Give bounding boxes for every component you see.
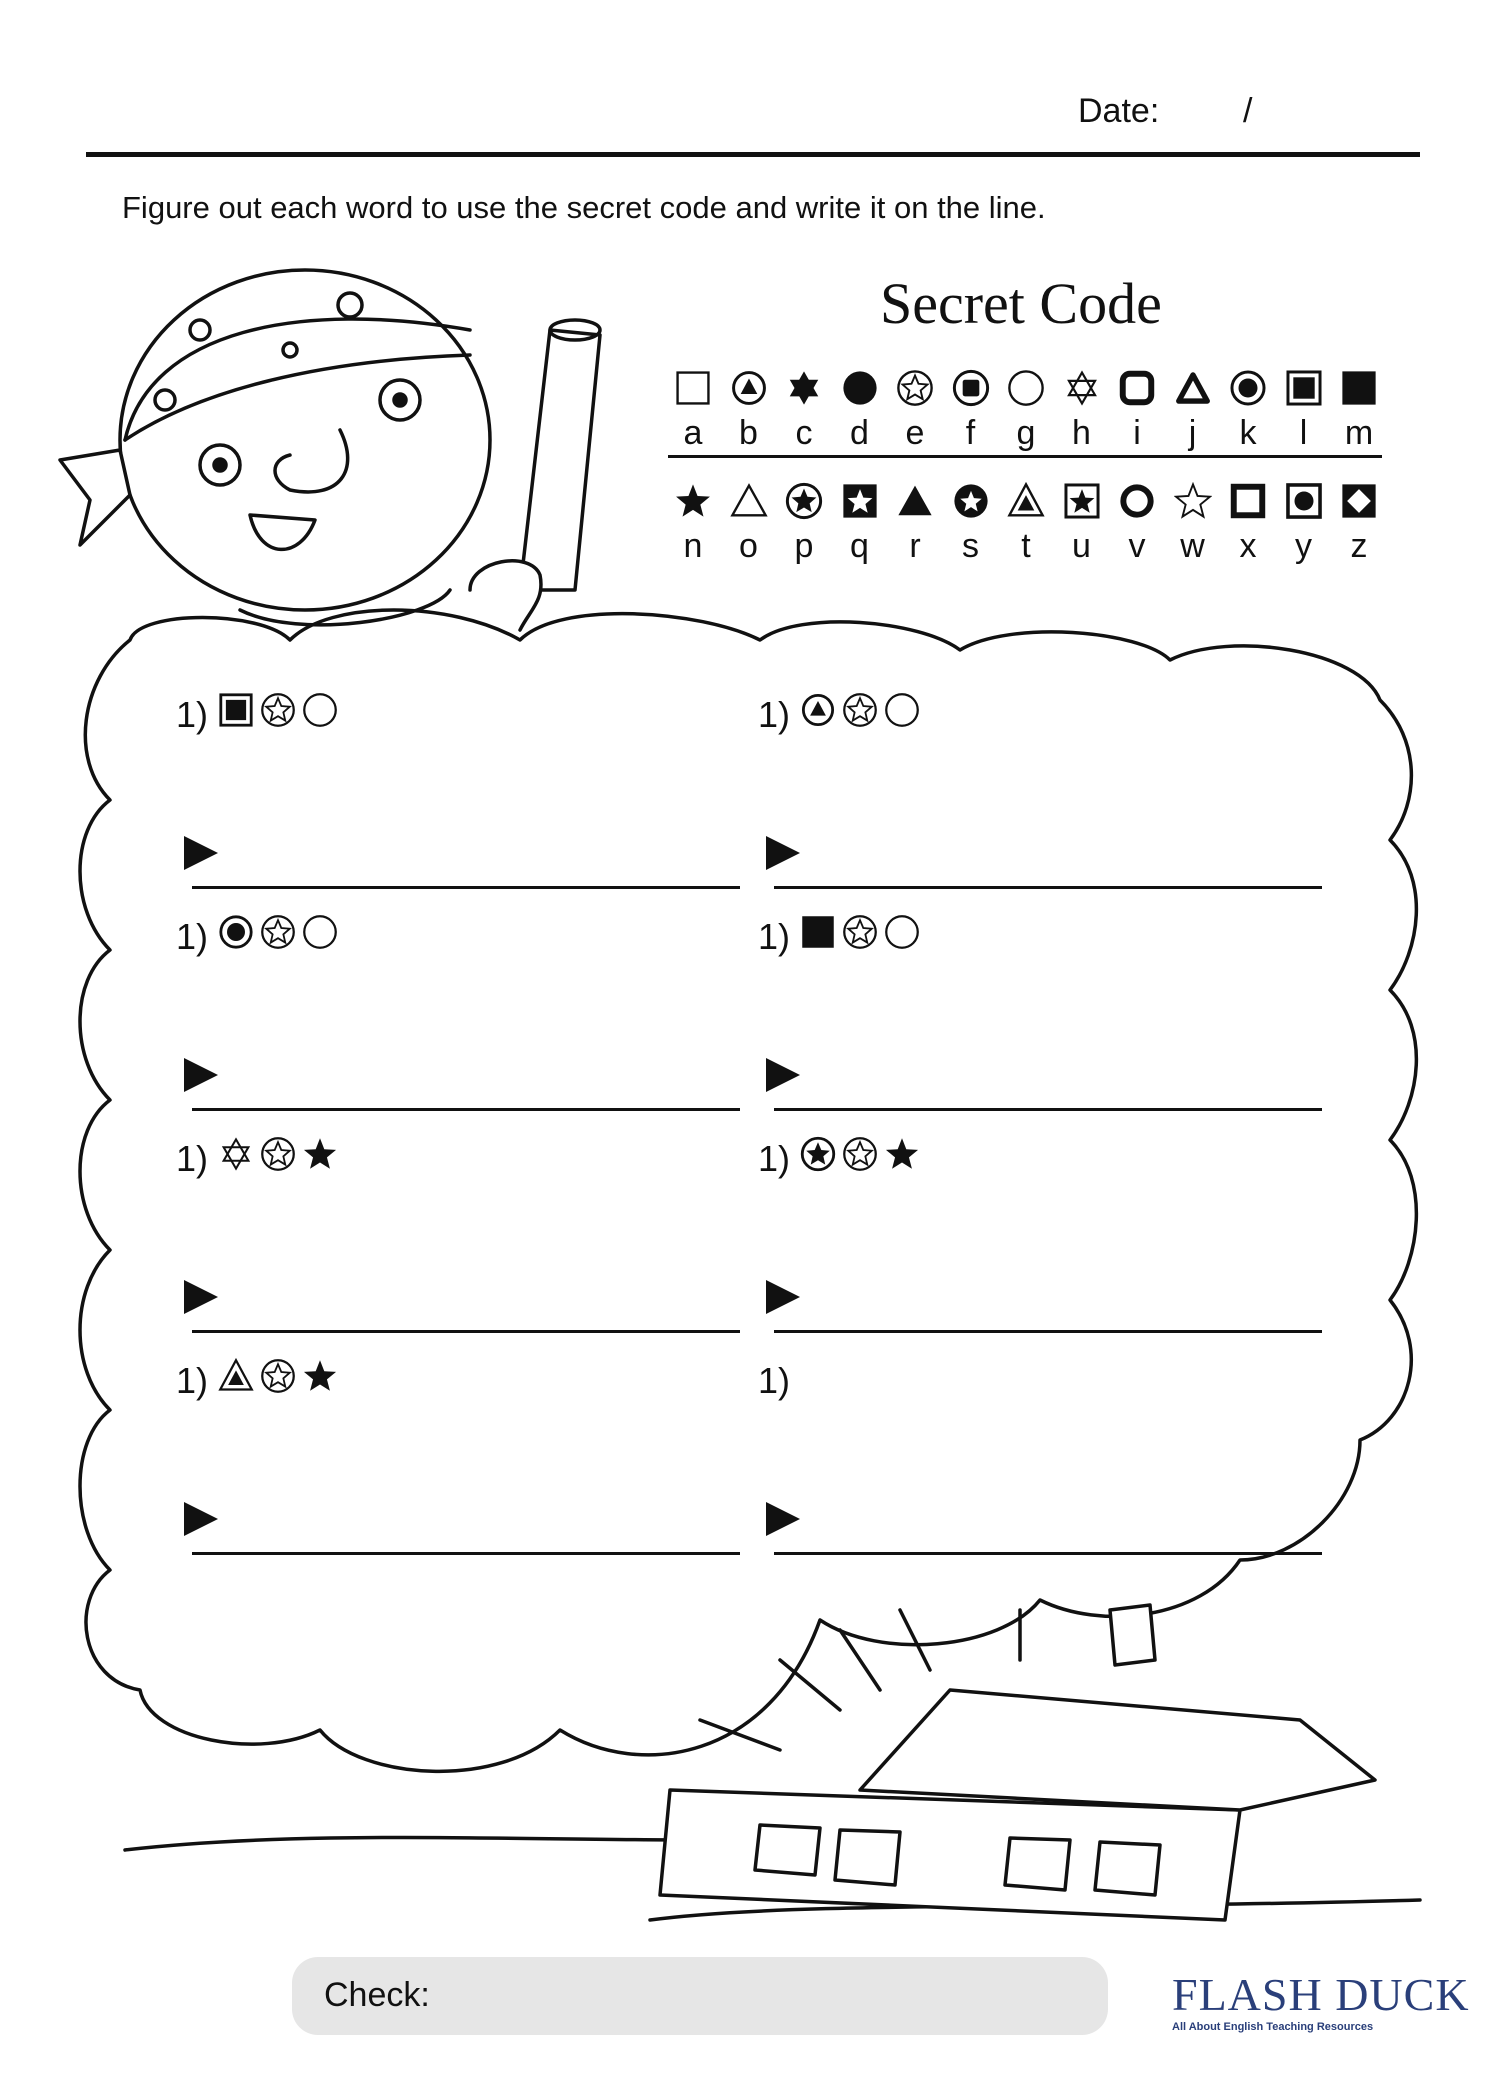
star-outline-icon — [1174, 482, 1212, 520]
star-of-david-filled-icon — [785, 369, 823, 407]
answer-line[interactable] — [774, 1552, 1322, 1555]
key-divider — [668, 455, 1382, 458]
key-letter: q — [850, 527, 869, 565]
problem-code — [218, 1136, 338, 1172]
key-letter: n — [683, 527, 703, 565]
treasure-chest-icon — [660, 1605, 1375, 1920]
problem-code — [800, 1136, 920, 1172]
circle-star-filled-icon — [785, 482, 823, 520]
square-boxed-star-icon — [1063, 482, 1101, 520]
flash-duck-logo — [1172, 1968, 1472, 2038]
arrow-icon — [184, 836, 218, 870]
key-cell-g — [997, 365, 1055, 453]
triangle-filled-icon — [896, 482, 934, 520]
square-in-square-icon — [218, 692, 254, 728]
square-diamond-icon — [1340, 482, 1378, 520]
key-cell-b — [720, 365, 778, 453]
ring-thick-icon — [1118, 482, 1156, 520]
problem-code — [800, 914, 920, 950]
circle-outline-icon — [884, 914, 920, 950]
cloud-frame — [80, 610, 1416, 1771]
key-cell-i — [1108, 365, 1166, 453]
key-letter: g — [1016, 414, 1036, 452]
problem-label: 1) — [176, 694, 209, 735]
key-letter: x — [1239, 527, 1257, 565]
key-cell-q — [831, 478, 889, 566]
circle-dot-icon — [218, 914, 254, 950]
circle-star-outline-icon — [842, 914, 878, 950]
key-letter: u — [1072, 527, 1091, 565]
answer-line[interactable] — [192, 1108, 740, 1111]
key-cell-o — [720, 478, 778, 566]
key-cell-x — [1219, 478, 1277, 566]
problem-code — [218, 914, 338, 950]
key-letter: d — [850, 414, 869, 452]
key-cell-r — [886, 478, 944, 566]
key-letter: r — [909, 527, 921, 565]
arrow-icon — [184, 1058, 218, 1092]
problem-label: 1) — [758, 1360, 791, 1401]
circle-triangle-icon — [800, 692, 836, 728]
problem-code — [218, 1358, 338, 1394]
logo-name: FLASH DUCK — [1172, 1969, 1470, 2020]
answer-line[interactable] — [774, 1330, 1322, 1333]
key-letter: l — [1299, 414, 1308, 452]
key-cell-d — [831, 365, 889, 453]
key-letter: a — [683, 414, 703, 452]
star-filled-icon — [302, 1136, 338, 1172]
triangle-in-triangle-icon — [218, 1358, 254, 1394]
circle-dot-icon — [1229, 369, 1267, 407]
check-label: Check: — [324, 1976, 430, 2014]
key-letter: m — [1344, 414, 1374, 452]
circle-outline-icon — [1007, 369, 1045, 407]
key-letter: t — [1021, 527, 1031, 565]
star-of-david-outline-icon — [1063, 369, 1101, 407]
problem-code — [800, 692, 920, 728]
date-slash: / — [1243, 92, 1253, 130]
key-cell-k — [1219, 365, 1277, 453]
problem-label: 1) — [758, 694, 791, 735]
circle-outline-icon — [302, 692, 338, 728]
star-filled-icon — [884, 1136, 920, 1172]
answer-line[interactable] — [192, 1330, 740, 1333]
key-cell-m — [1330, 365, 1388, 453]
key-letter: j — [1188, 414, 1197, 452]
circle-star-outline-icon — [260, 692, 296, 728]
arrow-icon — [766, 1058, 800, 1092]
problem-label: 1) — [758, 1138, 791, 1179]
key-cell-y — [1275, 478, 1333, 566]
key-cell-l — [1275, 365, 1333, 453]
key-cell-n — [664, 478, 722, 566]
answer-line[interactable] — [192, 886, 740, 889]
key-letter: e — [905, 414, 925, 452]
key-cell-p — [775, 478, 833, 566]
circle-triangle-icon — [730, 369, 768, 407]
problem-label: 1) — [758, 916, 791, 957]
square-star-icon — [841, 482, 879, 520]
key-cell-w — [1164, 478, 1222, 566]
key-cell-h — [1053, 365, 1111, 453]
key-cell-c — [775, 365, 833, 453]
triangle-thick-icon — [1174, 369, 1212, 407]
circle-star-outline-icon — [896, 369, 934, 407]
key-letter: w — [1180, 527, 1205, 565]
circle-star-outline-icon — [260, 1136, 296, 1172]
square-filled-icon — [800, 914, 836, 950]
problem-label: 1) — [176, 916, 209, 957]
key-letter: p — [794, 527, 814, 565]
circle-filled-icon — [841, 369, 879, 407]
key-letter: v — [1128, 527, 1146, 565]
arrow-icon — [184, 1502, 218, 1536]
square-dot-icon — [1285, 482, 1323, 520]
square-outline-icon — [674, 369, 712, 407]
key-cell-z — [1330, 478, 1388, 566]
triangle-outline-icon — [730, 482, 768, 520]
star-filled-icon — [302, 1358, 338, 1394]
key-cell-v — [1108, 478, 1166, 566]
arrow-icon — [766, 1502, 800, 1536]
key-cell-a — [664, 365, 722, 453]
key-letter: s — [962, 527, 979, 565]
square-in-square-icon — [1285, 369, 1323, 407]
circle-star-outline-icon — [842, 1136, 878, 1172]
problem-code — [218, 692, 338, 728]
square-thick-outline-icon — [1229, 482, 1267, 520]
instructions: Figure out each word to use the secret code and write it on the line. — [122, 190, 1046, 225]
circle-star-outline-icon — [842, 692, 878, 728]
key-cell-j — [1164, 365, 1222, 453]
code-title: Secret Code — [880, 271, 1162, 336]
filled-circle-white-star-icon — [952, 482, 990, 520]
circle-square-icon — [952, 369, 990, 407]
arrow-icon — [184, 1280, 218, 1314]
key-letter: i — [1133, 414, 1141, 452]
star-filled-icon — [674, 482, 712, 520]
key-cell-t — [997, 478, 1055, 566]
key-cell-u — [1053, 478, 1111, 566]
key-letter: o — [739, 527, 758, 565]
circle-star-outline-icon — [260, 914, 296, 950]
problem-label: 1) — [176, 1360, 209, 1401]
key-letter: f — [965, 414, 976, 452]
answer-line[interactable] — [774, 886, 1322, 889]
circle-outline-icon — [302, 914, 338, 950]
rounded-square-thick-icon — [1118, 369, 1156, 407]
circle-star-outline-icon — [260, 1358, 296, 1394]
triangle-in-triangle-icon — [1007, 482, 1045, 520]
key-cell-s — [942, 478, 1000, 566]
key-letter: y — [1295, 527, 1312, 565]
square-filled-icon — [1340, 369, 1378, 407]
date-label: Date: — [1078, 92, 1160, 130]
key-cell-f — [942, 365, 1000, 453]
arrow-icon — [766, 1280, 800, 1314]
key-letter: h — [1072, 414, 1091, 452]
circle-star-filled-icon — [800, 1136, 836, 1172]
key-cell-e — [886, 365, 944, 453]
star-of-david-outline-icon — [218, 1136, 254, 1172]
key-letter: z — [1350, 527, 1368, 565]
logo-tagline: All About English Teaching Resources — [1172, 2021, 1374, 2033]
circle-outline-icon — [884, 692, 920, 728]
answer-line[interactable] — [774, 1108, 1322, 1111]
problem-label: 1) — [176, 1138, 209, 1179]
answer-line[interactable] — [192, 1552, 740, 1555]
key-letter: c — [795, 414, 813, 452]
pirate-icon — [60, 270, 600, 630]
key-letter: k — [1239, 414, 1257, 452]
key-letter: b — [739, 414, 758, 452]
arrow-icon — [766, 836, 800, 870]
